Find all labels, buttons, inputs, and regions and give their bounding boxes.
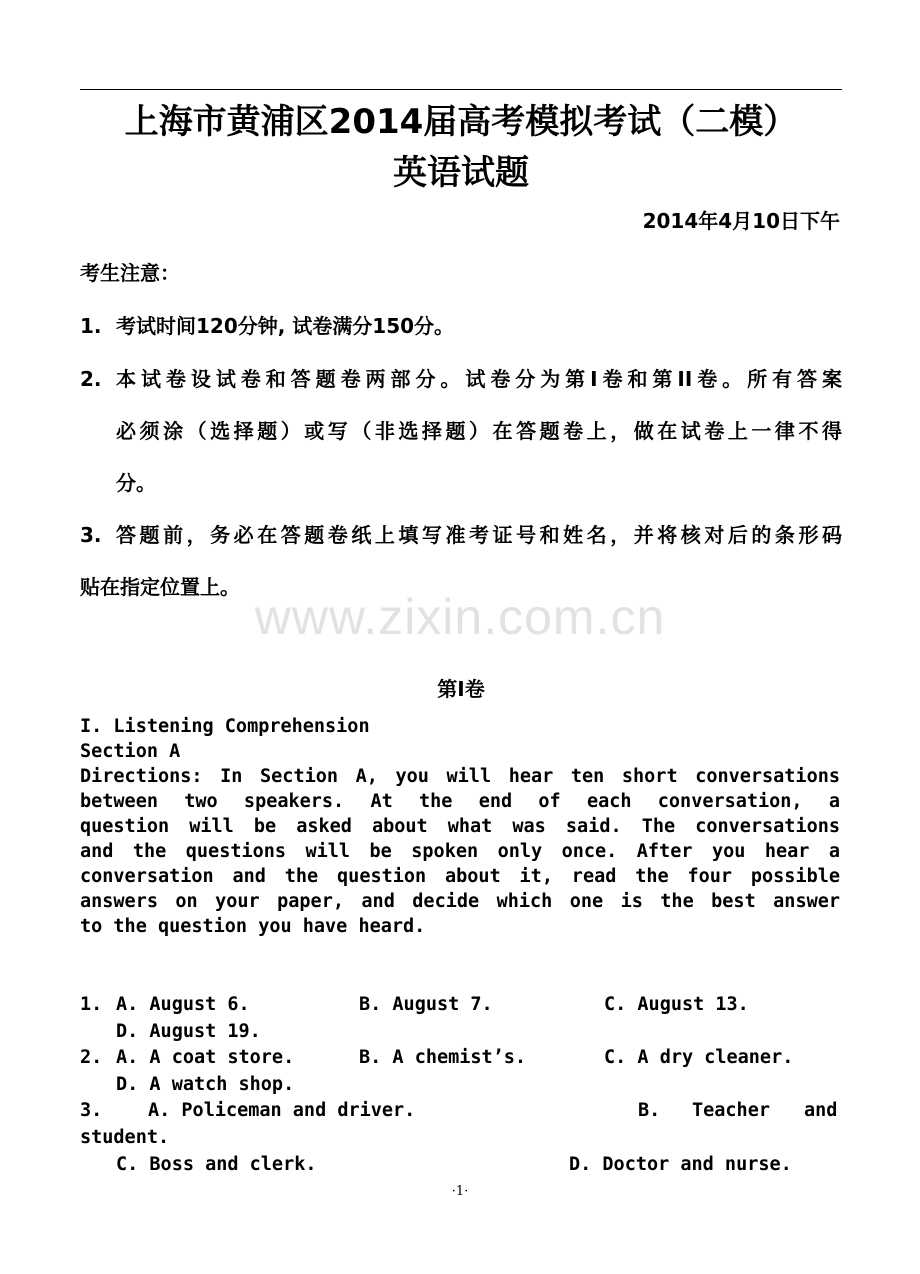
question-3-number: 3. [80,1100,103,1121]
section-heading: I. Listening Comprehension [80,716,370,737]
notice-heading: 考生注意： [80,261,180,285]
watermark: www.zixin.com.cn [254,589,666,645]
question-1-option-d: D. August 19. [116,1021,261,1042]
question-1-option-b: B. August 7. [359,994,493,1015]
question-1-option-a: A. August 6. [116,994,250,1015]
directions-line: to the question you have heard. [80,916,426,937]
notice-item-2-line2: 必须涂（选择题）或写（非选择题）在答题卷上，做在试卷上一律不得 [116,419,842,443]
directions-line: answers on your paper, and decide which one is the best answer [80,891,840,912]
exam-date: 2014年4月10日下午 [642,209,840,233]
part-title: 第I卷 [437,677,485,701]
question-1-option-c: C. August 13. [604,994,749,1015]
notice-item-1-number: 1. [80,314,102,338]
section-subheading: Section A [80,741,181,762]
directions-line: conversation and the question about it, read the four possible [80,866,840,887]
notice-item-1 [80,311,842,341]
notice-item-2-line1: 本试卷设试卷和答题卷两部分。试卷分为第I卷和第II卷。所有答案 [116,367,842,391]
question-2-option-b: B. A chemist’s. [359,1047,527,1068]
header-rule [80,89,842,90]
question-2-option-a: A. A coat store. [116,1047,295,1068]
notice-item-3-line1: 答题前，务必在答题卷纸上填写准考证号和姓名，并将核对后的条形码 [116,523,842,547]
directions-line: question will be asked about what was said. The conversations [80,816,840,837]
question-3-option-b-word: Teacher [692,1100,770,1121]
question-2-option-d: D. A watch shop. [116,1074,295,1095]
question-2-option-c: C. A dry cleaner. [604,1047,794,1068]
exam-title: 上海市黄浦区2014届高考模拟考试（二模） [124,102,798,142]
notice-item-3-line2: 贴在指定位置上。 [80,575,240,599]
directions-line: between two speakers. At the end of each conversation, a [80,791,840,812]
question-3-option-b-word: and [804,1100,838,1121]
exam-subject-title: 英语试题 [393,153,529,193]
question-1-number: 1. [80,994,103,1015]
notice-item-3-number: 3. [80,523,102,547]
question-3-option-b-continuation: student. [80,1127,170,1148]
question-3-option-d: D. Doctor and nurse. [569,1154,792,1175]
notice-item-2-number: 2. [80,367,102,391]
notice-item-2-line3: 分。 [116,471,156,495]
directions-line: Directions: In Section A, you will hear ten short conversations [80,766,840,787]
page-number: ·1· [451,1184,469,1199]
question-2-number: 2. [80,1047,103,1068]
question-3-option-b-label: B. [638,1100,661,1121]
directions-text [80,764,840,939]
question-3-option-c: C. Boss and clerk. [116,1154,317,1175]
notice-item-1-text: 考试时间120分钟, 试卷满分150分。 [116,314,455,338]
directions-line: and the questions will be spoken only once. After you hear a [80,841,840,862]
question-3-option-a: A. Policeman and driver. [148,1100,416,1121]
